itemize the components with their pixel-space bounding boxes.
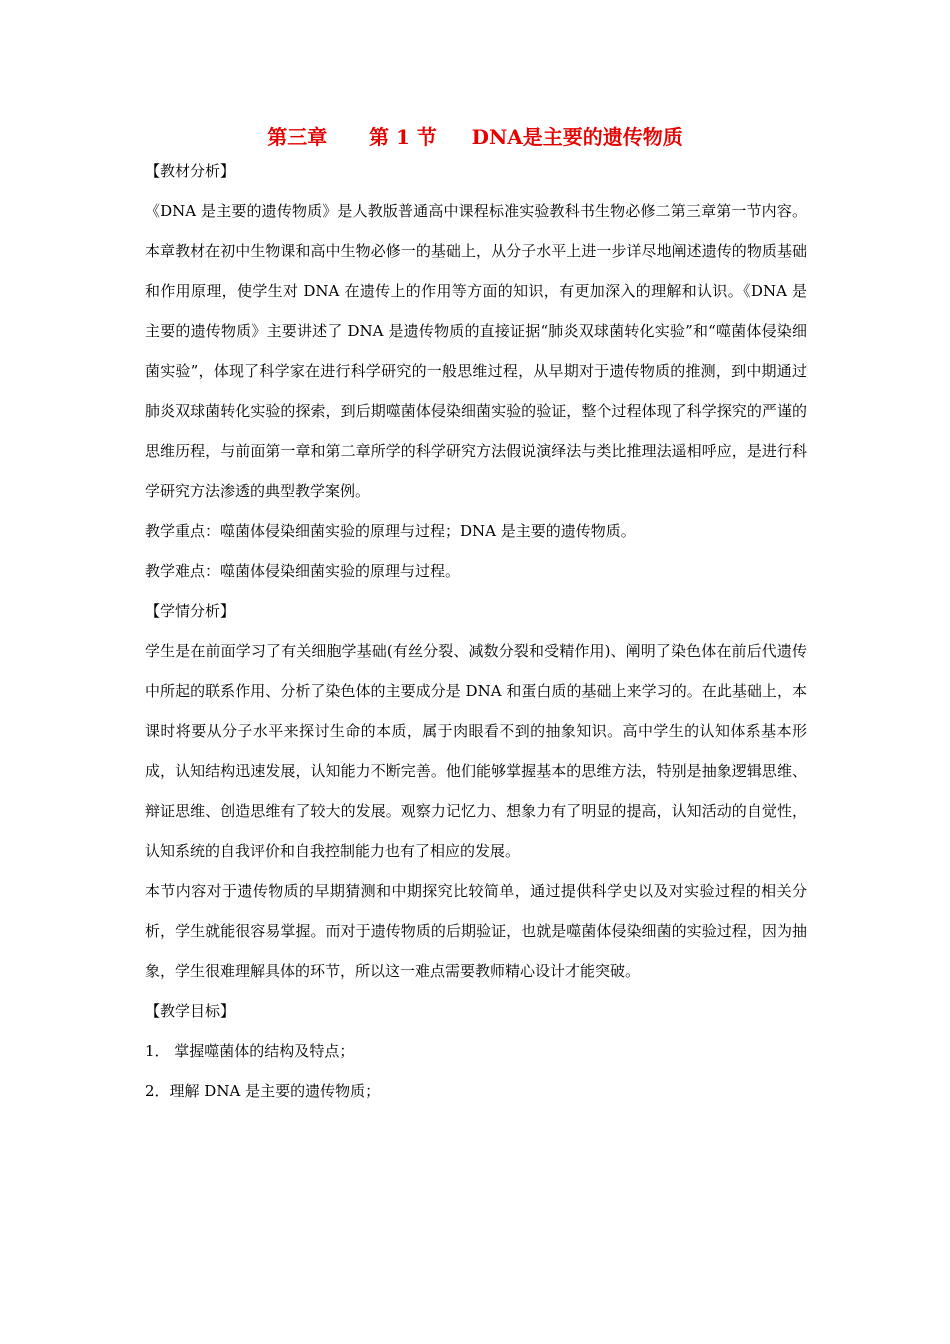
textbook-analysis-heading: 【教材分析】 xyxy=(145,162,236,180)
document-body xyxy=(145,151,807,1111)
student-analysis-paragraph-2: 本节内容对于遗传物质的早期猜测和中期探究比较简单，通过提供科学史以及对实验过程的相关分析，学生就能很容易掌握。而对于遗传物质的后期验证，也就是噬菌体侵染细菌的实验过程，因为抽象，学生很难理解具体的环节，所以这一难点需要教师精心设计才能突破。 xyxy=(145,882,807,980)
difficult-point-line: 教学难点：噬菌体侵染细菌实验的原理与过程。 xyxy=(145,562,461,580)
goal-item: 1． 掌握噬菌体的结构及特点； xyxy=(145,1042,355,1060)
student-analysis-heading: 【学情分析】 xyxy=(145,602,236,620)
document-title: 第三章 第 1 节 DNA是主要的遗传物质 xyxy=(267,125,683,149)
goal-item: 2．理解 DNA 是主要的遗传物质； xyxy=(145,1082,381,1100)
textbook-analysis-paragraph: 《DNA 是主要的遗传物质》是人教版普通高中课程标准实验教科书生物必修二第三章第一节内容。本章教材在初中生物课和高中生物必修一的基础上，从分子水平上进一步详尽地阐述遗传的物质基础和作用原理，使学生对 DNA 在遗传上的作用等方面的知识，有更加深入的理解和认识。《DNA 是主要的遗传物质》主要讲述了 DNA 是遗传物质的直接证据“肺炎双球菌转化实验”和“噬菌体侵染细菌实验”，体现了科学家在进行科学研究的一般思维过程，从早期对于遗传物质的推测，到中期通过肺炎双球菌转化实验的探索，到后期噬菌体侵染细菌实验的验证，整个过程体现了科学探究的严谨的思维历程，与前面第一章和第二章所学的科学研究方法假说演绎法与类比推理法遥相呼应，是进行科学研究方法渗透的典型教学案例。 xyxy=(145,202,807,500)
teaching-goals-heading: 【教学目标】 xyxy=(145,1002,236,1020)
student-analysis-paragraph: 学生是在前面学习了有关细胞学基础(有丝分裂、减数分裂和受精作用)、阐明了染色体在前后代遗传中所起的联系作用、分析了染色体的主要成分是 DNA 和蛋白质的基础上来学习的。在此基础上，本课时将要从分子水平来探讨生命的本质，属于肉眼看不到的抽象知识。高中学生的认知体系基本形成，认知结构迅速发展，认知能力不断完善。他们能够掌握基本的思维方法，特别是抽象逻辑思维、辩证思维、创造思维有了较大的发展。观察力记忆力、想象力有了明显的提高，认知活动的自觉性，认知系统的自我评价和自我控制能力也有了相应的发展。 xyxy=(145,642,807,860)
key-point-line: 教学重点：噬菌体侵染细菌实验的原理与过程；DNA 是主要的遗传物质。 xyxy=(145,522,636,540)
